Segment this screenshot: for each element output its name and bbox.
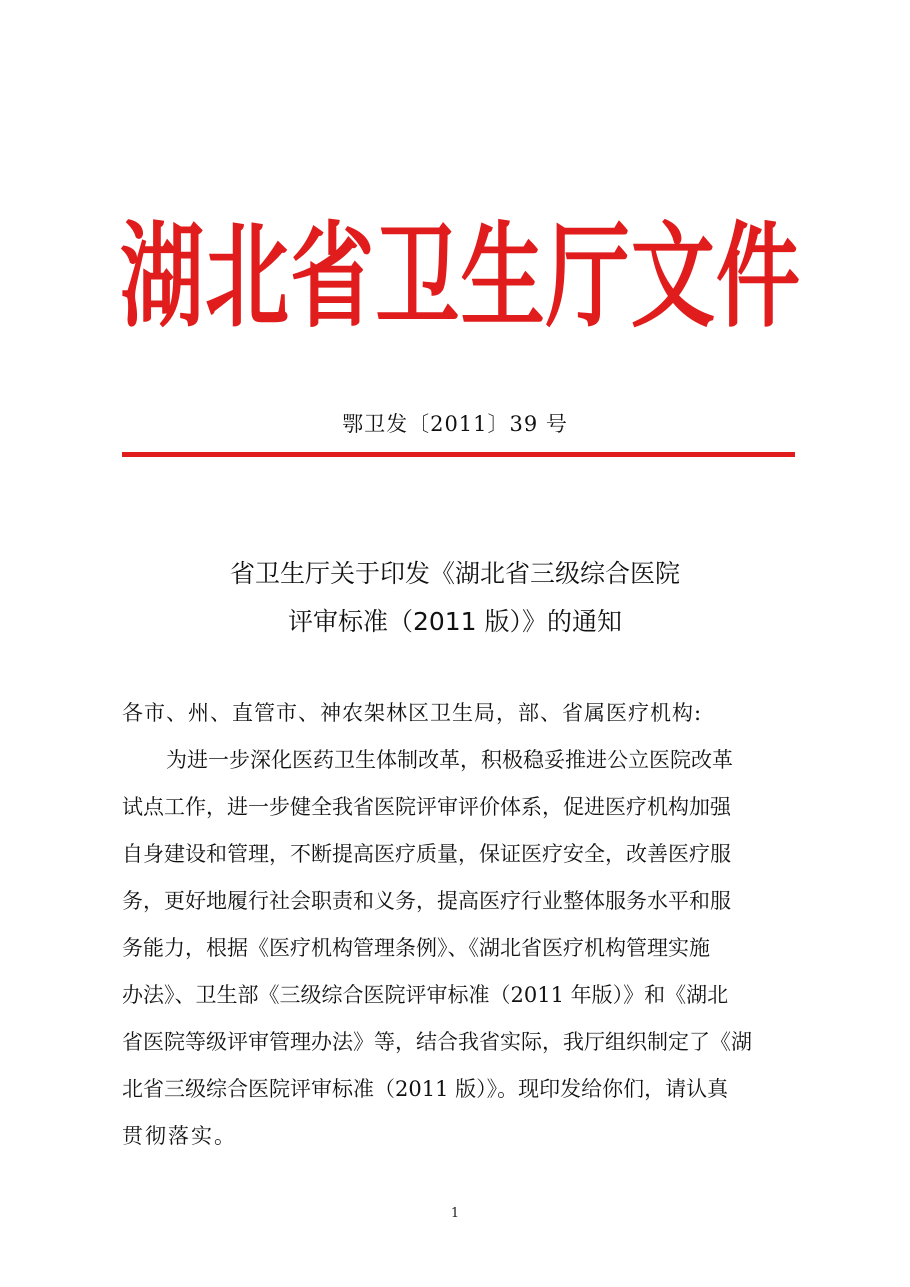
masthead-char: 厅 (545, 210, 630, 344)
notice-title-line-1: 省卫生厅关于印发《湖北省三级综合医院 (229, 559, 680, 588)
addressee-line: 各市、州、直管市、神农架林区卫生局，部、省属医疗机构: (122, 701, 703, 725)
paragraph-line: 试点工作，进一步健全我省医院评审评价体系，促进医疗机构加强 (122, 795, 731, 819)
masthead-char: 省 (290, 210, 375, 344)
paragraph-line: 贯彻落实。 (122, 1124, 237, 1148)
masthead-char: 湖 (120, 210, 205, 344)
masthead-title (120, 210, 800, 344)
paragraph-line: 为进一步深化医药卫生体制改革，积极稳妥推进公立医院改革 (166, 748, 733, 772)
masthead-char: 文 (630, 210, 715, 344)
document-number: 鄂卫发〔2011〕39 号 (342, 412, 568, 436)
paragraph-line: 办法》、卫生部《三级综合医院评审标准（2011 年版）》和《湖北 (122, 983, 729, 1007)
paragraph-line: 省医院等级评审管理办法》等，结合我省实际，我厅组织制定了《湖 (122, 1030, 752, 1054)
masthead-char: 卫 (375, 210, 460, 344)
paragraph-line: 自身建设和管理，不断提高医疗质量，保证医疗安全，改善医疗服 (122, 842, 731, 866)
paragraph-line: 务，更好地履行社会职责和义务，提高医疗行业整体服务水平和服 (122, 889, 731, 913)
masthead-char: 北 (205, 210, 290, 344)
notice-body (122, 690, 794, 1160)
page-number: 1 (450, 1206, 460, 1221)
notice-title-line-2: 评审标准（2011 版）》的通知 (287, 607, 623, 636)
paragraph-line: 北省三级综合医院评审标准（2011 版）》。现印发给你们，请认真 (122, 1077, 729, 1101)
masthead-char: 件 (715, 210, 800, 344)
notice-title (0, 550, 910, 646)
masthead-char: 生 (460, 210, 545, 344)
paragraph-line: 务能力，根据《医疗机构管理条例》、《湖北省医疗机构管理实施 (122, 936, 710, 960)
red-divider-line (122, 452, 795, 457)
